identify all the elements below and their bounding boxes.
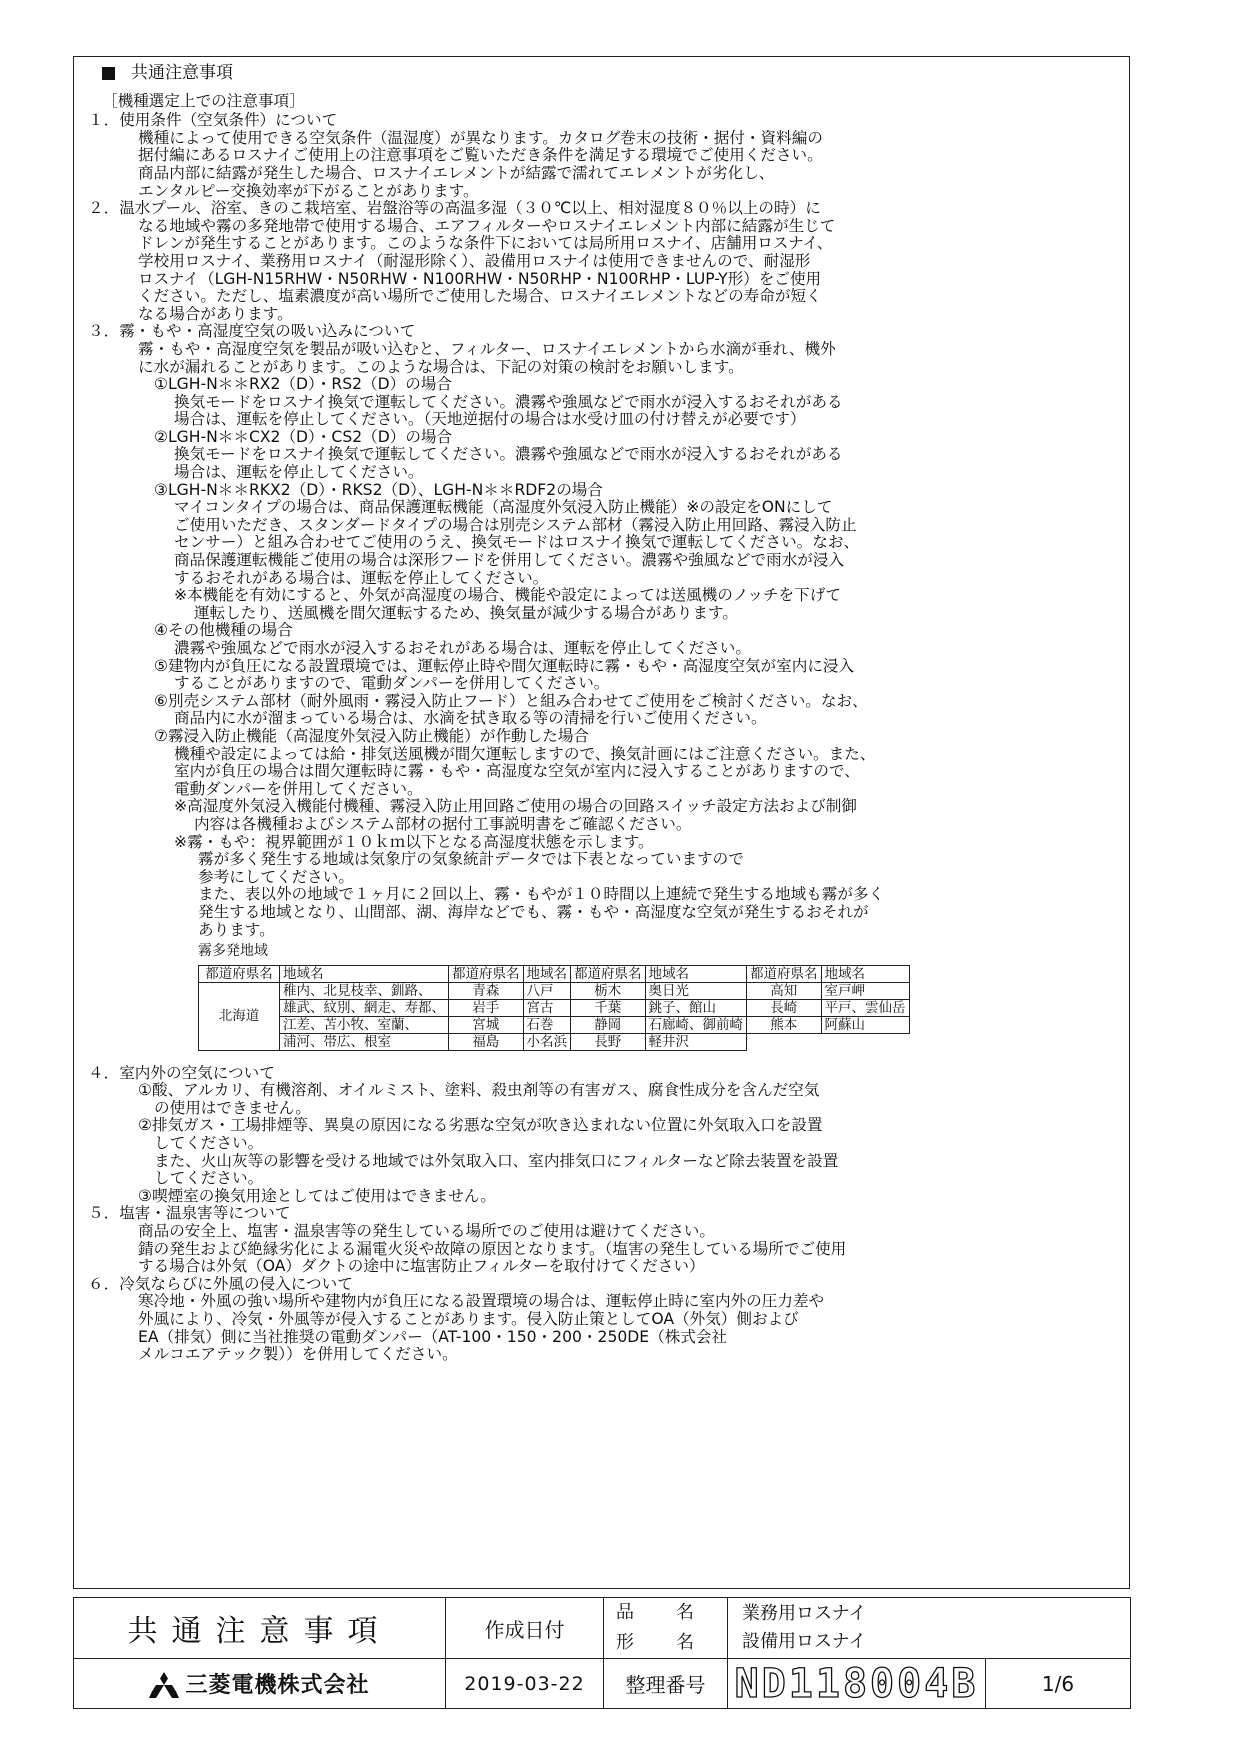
text-line: に水が漏れることがあります。このような場合は、下記の対策の検討をお願いします。 <box>138 357 744 376</box>
created-date-label: 作成日付 <box>446 1598 604 1659</box>
text-line: 霧・もや・高湿度空気を製品が吸い込むと、フィルター、ロスナイエレメントから水滴が垂れ、機外 <box>138 339 836 358</box>
text-line: 電動ダンパーを併用してください。 <box>174 779 423 798</box>
text-line: ②排気ガス・工場排煙等、異臭の原因になる劣悪な空気が吹き込まれない位置に外気取入口を設置 <box>138 1116 823 1135</box>
text-line: ５．塩害・温泉害等について <box>88 1204 291 1223</box>
header-cell: 都道府県名 <box>199 965 280 982</box>
area-cell: 稚内、北見枝幸、釧路、 <box>280 982 449 999</box>
section-heading <box>88 65 1121 83</box>
text-line: するおそれがある場合は、運転を停止してください。 <box>174 568 549 587</box>
pref-cell: 宮城 <box>449 1016 524 1033</box>
text-line: 商品内に水が溜まっている場合は、水滴を拭き取る等の清掃を行いご使用ください。 <box>174 709 767 728</box>
notes-part-1 <box>88 112 1121 939</box>
square-bullet-icon <box>102 67 115 80</box>
product-name: 業務用ロスナイ <box>742 1603 867 1624</box>
text-line: 換気モードをロスナイ換気で運転してください。濃霧や強風などで雨水が浸入するおそれがある <box>174 392 843 411</box>
subheading: ［機種選定上での注意事項］ <box>102 91 305 110</box>
text-line: ⑤建物内が負圧になる設置環境では、運転停止時や間欠運転時に霧・もや・高湿度空気が室内に浸入 <box>154 656 855 675</box>
text-line: EA（排気）側に当社推奨の電動ダンパー（AT-100・150・200・250DE（株式会社 <box>138 1327 728 1346</box>
pref-cell: 栃木 <box>571 982 646 999</box>
text-line: エンタルピー交換効率が下がることがあります。 <box>138 181 479 200</box>
fog-table <box>198 965 910 1051</box>
text-line: ２．温水プール、浴室、きのこ栽培室、岩盤浴等の高温多湿（３０℃以上、相対湿度８０％以上の時）に <box>88 199 821 218</box>
area-cell: 石巻 <box>523 1016 571 1033</box>
hokkaido-cell: 北海道 <box>199 982 280 1050</box>
text-line: 学校用ロスナイ、業務用ロスナイ（耐湿形除く）、設備用ロスナイは使用できませんので、耐湿形 <box>138 251 811 270</box>
content <box>88 65 1121 1364</box>
area-cell: 小名浜 <box>523 1033 571 1050</box>
text-line: ②LGH-N＊＊CX2（D）・CS2（D）の場合 <box>154 427 453 446</box>
header-cell: 地域名 <box>821 965 909 982</box>
text-line: 発生する地域となり、山間部、湖、海岸などでも、霧・もや・高湿度な空気が発生するおそれが <box>198 902 869 921</box>
text-line: １．使用条件（空気条件）について <box>88 111 338 130</box>
text-line: 換気モードをロスナイ換気で運転してください。濃霧や強風などで雨水が浸入するおそれがある <box>174 445 843 464</box>
text-line: 参考にしてください。 <box>198 867 354 886</box>
text-line: あります。 <box>198 920 275 939</box>
pref-cell: 千葉 <box>571 999 646 1016</box>
text-line: ロスナイ（LGH-N15RHW・N50RHW・N100RHW・N50RHP・N100RHP・LUP-Y形）をご使用 <box>138 269 822 288</box>
text-line: ①LGH-N＊＊RX2（D）・RS2（D）の場合 <box>154 375 453 394</box>
text-line: 機種によって使用できる空気条件（温湿度）が異なります。カタログ巻末の技術・据付・資料編の <box>138 128 823 147</box>
company-name: 三菱電機株式会社 <box>185 1672 370 1698</box>
text-line: ⑦霧浸入防止機能（高湿度外気浸入防止機能）が作動した場合 <box>154 726 590 745</box>
area-cell: 石廊崎、御前崎 <box>645 1016 747 1033</box>
pref-cell: 高知 <box>747 982 822 999</box>
document-frame <box>73 56 1130 1589</box>
header-cell: 地域名 <box>280 965 449 982</box>
text-line: センサー）と組み合わせてご使用のうえ、換気モードはロスナイ換気で運転してください。なお、 <box>174 533 860 552</box>
pref-cell: 長野 <box>571 1033 646 1050</box>
table-row <box>199 982 910 999</box>
empty-cell <box>821 1033 909 1050</box>
text-line: することがありますので、電動ダンパーを併用してください。 <box>174 674 610 693</box>
text-line: の使用はできません。 <box>154 1098 311 1117</box>
empty-cell <box>747 1033 822 1050</box>
text-line: 商品保護運転機能ご使用の場合は深形フードを併用してください。濃霧や強風などで雨水が浸入 <box>174 551 845 570</box>
text-line: 内容は各機種およびシステム部材の据付工事説明書をご確認ください。 <box>194 814 692 833</box>
pref-cell: 長崎 <box>747 999 822 1016</box>
area-cell: 奥日光 <box>645 982 747 999</box>
pref-cell: 岩手 <box>449 999 524 1016</box>
text-line: 運転したり、送風機を間欠運転するため、換気量が減少する場合があります。 <box>194 603 738 622</box>
text-line: ドレンが発生することがあります。このような条件下においては局所用ロスナイ、店舗用ロスナイ、 <box>138 234 833 253</box>
text-line: ④その他機種の場合 <box>154 621 293 640</box>
pref-cell: 青森 <box>449 982 524 999</box>
text-line: 濃霧や強風などで雨水が浸入するおそれがある場合は、運転を停止してください。 <box>174 639 751 657</box>
text-line: 場合は、運転を停止してください。 <box>174 463 424 482</box>
area-cell: 室戸岬 <box>821 982 909 999</box>
area-cell: 雄武、紋別、網走、寿都、 <box>280 999 449 1016</box>
text-line: また、表以外の地域で１ヶ月に２回以上、霧・もやが１０時間以上連続で発生する地域も霧が多く <box>198 885 885 904</box>
area-cell: 阿蘇山 <box>821 1016 909 1033</box>
text-line: 寒冷地・外風の強い場所や建物内が負圧になる設置環境の場合は、運転停止時に室内外の圧力差や <box>138 1292 825 1311</box>
area-cell: 浦河、帯広、根室 <box>280 1033 449 1050</box>
text-line: ４．室内外の空気について <box>88 1063 275 1082</box>
seiri-label: 整理番号 <box>604 1659 728 1709</box>
text-line: また、火山灰等の影響を受ける地域では外気取入口、室内排気口にフィルターなど除去装置を設置 <box>154 1151 839 1170</box>
footer-title: 共通注意事項 <box>74 1598 446 1659</box>
text-line: ③LGH-N＊＊RKX2（D）・RKS2（D）、LGH-N＊＊RDF2の場合 <box>154 480 603 499</box>
area-cell: 平戸、雲仙岳 <box>821 999 909 1016</box>
area-cell: 江差、苫小牧、室蘭、 <box>280 1016 449 1033</box>
company-cell <box>74 1659 446 1709</box>
text-line: ①酸、アルカリ、有機溶剤、オイルミスト、塗料、殺虫剤等の有害ガス、腐食性成分を含んだ空気 <box>138 1081 820 1100</box>
text-line: 機種や設定によっては給・排気送風機が間欠運転しますので、換気計画にはご注意ください。また、 <box>174 744 876 763</box>
pref-cell: 福島 <box>449 1033 524 1050</box>
text-line: 商品内部に結露が発生した場合、ロスナイエレメントが結露で濡れてエレメントが劣化し、 <box>138 163 775 182</box>
text-line: ※本機能を有効にすると、外気が高湿度の場合、機能や設定によっては送風機のノッチを下げて <box>174 586 841 605</box>
text-line: 場合は、運転を停止してください。（天地逆据付の場合は水受け皿の付け替えが必要です） <box>174 410 806 429</box>
heading-text: 共通注意事項 <box>131 63 233 83</box>
text-line: 外風により、冷気・外風等が侵入することがあります。侵入防止策としてOA（外気）側および <box>138 1310 799 1328</box>
text-line: する場合は外気（OA）ダクトの途中に塩害防止フィルターを取付けてください） <box>138 1257 705 1276</box>
table-row <box>199 1033 910 1050</box>
text-line: ※霧・もや：視界範囲が１０ｋｍ以下となる高湿度状態を示します。 <box>174 832 654 851</box>
pref-cell: 熊本 <box>747 1016 822 1033</box>
name-labels <box>604 1598 728 1659</box>
text-line: なる場合があります。 <box>138 304 293 323</box>
header-cell: 都道府県名 <box>449 965 524 982</box>
area-cell: 銚子、館山 <box>645 999 747 1016</box>
model-name: 設備用ロスナイ <box>742 1631 867 1652</box>
notes-part-2 <box>88 1065 1121 1364</box>
area-cell: 八戸 <box>523 982 571 999</box>
header-cell: 都道府県名 <box>747 965 822 982</box>
text-line: ６．冷気ならびに外風の侵入について <box>88 1274 353 1293</box>
text-line: ３．霧・もや・高湿度空気の吸い込みについて <box>88 322 416 341</box>
hinmei-label: 品 名 <box>616 1602 696 1623</box>
text-line: ください。ただし、塩素濃度が高い場所でご使用した場合、ロスナイエレメントなどの寿命が短く <box>138 287 822 306</box>
text-line: ※高湿度外気浸入機能付機種、霧浸入防止用回路ご使用の場合の回路スイッチ設定方法および制御 <box>174 797 857 816</box>
text-line: 霧が多く発生する地域は気象庁の気象統計データでは下表となっていますので <box>198 850 744 869</box>
text-line: 商品の安全上、塩害・温泉害等の発生している場所でのご使用は避けてください。 <box>138 1222 715 1241</box>
title-block <box>73 1597 1130 1707</box>
text-line: 錆の発生および絶縁劣化による漏電火災や故障の原因となります。（塩害の発生している場所でご使用 <box>138 1239 847 1258</box>
text-line: してください。 <box>154 1134 264 1153</box>
fog-table-caption: 霧多発地域 <box>198 943 268 960</box>
fog-table-header-row <box>199 965 910 982</box>
header-cell: 地域名 <box>645 965 747 982</box>
text-line: メルコエアテック製））を併用してください。 <box>138 1345 458 1364</box>
text-line: ③喫煙室の換気用途としてはご使用はできません。 <box>138 1186 496 1205</box>
text-line: ⑥別売システム部材（耐外風雨・霧浸入防止フード）と組み合わせてご使用をご検討ください。なお、 <box>154 691 868 710</box>
product-names <box>728 1598 1131 1659</box>
katamei-label: 形 名 <box>616 1632 696 1653</box>
area-cell: 宮古 <box>523 999 571 1016</box>
text-line: してください。 <box>154 1169 264 1188</box>
area-cell: 軽井沢 <box>645 1033 747 1050</box>
created-date: 2019-03-22 <box>446 1659 604 1709</box>
mitsubishi-logo-icon <box>149 1672 179 1699</box>
header-cell: 地域名 <box>523 965 571 982</box>
text-line: なる地域や霧の多発地帯で使用する場合、エアフィルターやロスナイエレメント内部に結露が生じて <box>138 216 836 235</box>
text-line: ご使用いただき、スタンダードタイプの場合は別売システム部材（霧浸入防止用回路、霧浸入防止 <box>174 515 857 534</box>
page-number: 1/6 <box>986 1659 1131 1709</box>
document-number: ND118004B <box>728 1659 986 1709</box>
table-row <box>199 999 910 1016</box>
pref-cell: 静岡 <box>571 1016 646 1033</box>
header-cell: 都道府県名 <box>571 965 646 982</box>
text-line: 据付編にあるロスナイご使用上の注意事項をご覧いただき条件を満足する環境でご使用ください。 <box>138 146 823 165</box>
text-line: マイコンタイプの場合は、商品保護運転機能（高湿度外気浸入防止機能）※の設定をONにして <box>174 498 833 517</box>
text-line: 室内が負圧の場合は間欠運転時に霧・もや・高湿度な空気が室内に浸入することがありますので、 <box>174 762 860 781</box>
table-row <box>199 1016 910 1033</box>
